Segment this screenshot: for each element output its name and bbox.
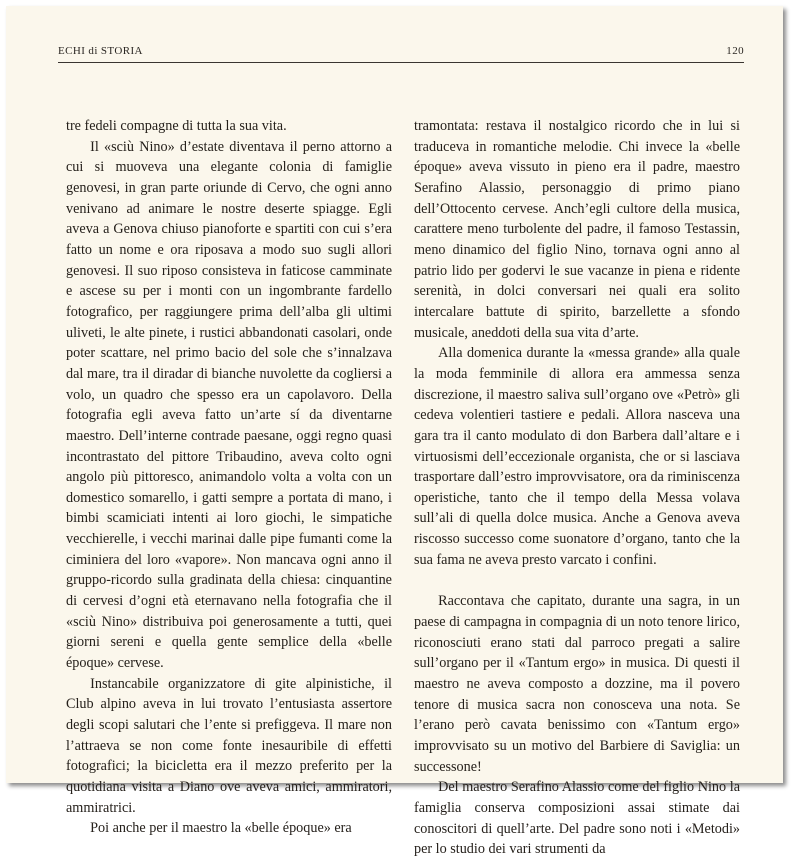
running-title: ECHI di STORIA xyxy=(58,45,143,57)
book-page xyxy=(6,6,783,858)
paragraph: tre fedeli compagne di tutta la sua vita. xyxy=(66,118,287,134)
left-column xyxy=(66,116,392,839)
paragraph: Raccontava che capitato, durante una sagra, in un paese di campagna in compagnia di un noto tenore lirico, riconosciuti erano stati dal parroco pregati a salire sull’organo per il «Tantum ergo» in musica. Di questi il maestro ne aveva composto a dozzine, ma il povero tenore di musica sacra non conosceva una nota. Se l’erano però cavata benissimo con «Tantum ergo» improvvisato su un motivo del Barbiere di Saviglia: un successone! xyxy=(414,593,740,775)
paragraph: Alla domenica durante la «messa grande» alla quale la moda femminile di allora era ammessa senza discrezione, il maestro saliva sull’organo ove «Petrò» gli cedeva volentieri tastiere e pedali. Allora nasceva una gara tra il canto modulato di don Barbera dall’altare e i virtuosismi dell’eccezionale organista, che or si lasciava trasportare dall’estro improvvisatore, ora da riminiscenza operistiche, tanto che il tempo della Messa volava sull’ali di quella dolce musica. Anche a Genova aveva riscosso successo come suonatore d’organo, tanto che la sua fama ne aveva presto varcato i confini. xyxy=(414,345,740,568)
paragraph: Del maestro Serafino Alassio come del figlio Nino la famiglia conserva composizioni assai stimate dai conoscitori di quell’arte. Del padre sono noti i «Metodi» per lo studio dei vari strumenti da xyxy=(414,779,740,858)
paragraph: tramontata: restava il nostalgico ricordo che in lui si traduceva in romantiche melodie. Chi invece la «belle époque» aveva vissuto in pieno era il padre, maestro Serafino Alassio, personaggio di primo piano dell’Ottocento cervese. Anch’egli cultore della musica, carattere meno turbolente del padre, il famoso Testassin, meno dinamico del figlio Nino, tornava ogni anno al patrio lido per godervi le sue vacanze in piena e ridente serenità, in dolci conversari nei quali era solito intercalare battute di spirito, barzellette a sfondo musicale, aneddoti della sua vita d’arte. xyxy=(414,118,740,341)
running-header xyxy=(58,38,744,63)
paragraph: Il «sciù Nino» d’estate diventava il perno attorno a cui si muoveva una elegante colonia di famiglie genovesi, in gran parte oriunde di Cervo, che ogni anno venivano ad animare le nostre deserte spiagge. Egli aveva a Genova chiuso pianoforte e spartiti con cui s’era fatto un nome e ora riposava a modo suo sugli allori genovesi. Il suo riposo consisteva in faticose camminate e ascese su per i monti con un ingombrante fardello fotografico, per raggiungere prima dell’alba gli ultimi uliveti, le alte pinete, i rustici abbandonati casolari, onde poter scattare, nel primo bacio del sole che s’innalzava dal mare, tra il diradar di bianche nuvolette da cogliersi a volo, un quadro che spesso era un capolavoro. Della fotografia egli aveva fatto un’arte sí da diventarne maestro. Dell’interne contrade paesane, oggi regno quasi incontrastato del pittore Tribaudino, aveva colto ogni angolo più pittoresco, animandolo volta a volta con un domestico somarello, i gatti sempre a portata di mano, i bimbi scamiciati intenti ai loro giochi, le simpatiche vecchierelle, i vecchi marinai dalle pipe fumanti come la ciminiera del loro «vapore». Non mancava ogni anno il gruppo-ricordo sulla gradinata della chiesa: cinquantine di cervesi d’ogni età eternavano nella fotografia che il «sciù Nino» distribuiva poi generosamente a tutti, quei giorni sereni e quella gente semplice della «belle époque» cervese. xyxy=(66,138,392,672)
page-number: 120 xyxy=(726,45,744,57)
right-column xyxy=(414,116,740,860)
paragraph: Poi anche per il maestro la «belle époque» era xyxy=(90,820,352,837)
paragraph: Instancabile organizzatore di gite alpinistiche, il Club alpino aveva in lui trovato l’entusiasta assertore degli scopi salutari che l’ente si prefiggeva. Il mare non l’attraeva se non come fonte inesauribile di effetti fotografici; la bicicletta era il mezzo preferito per la quotidiana visita a Diano ove aveva amici, ammiratori, ammiratrici. xyxy=(66,675,392,816)
